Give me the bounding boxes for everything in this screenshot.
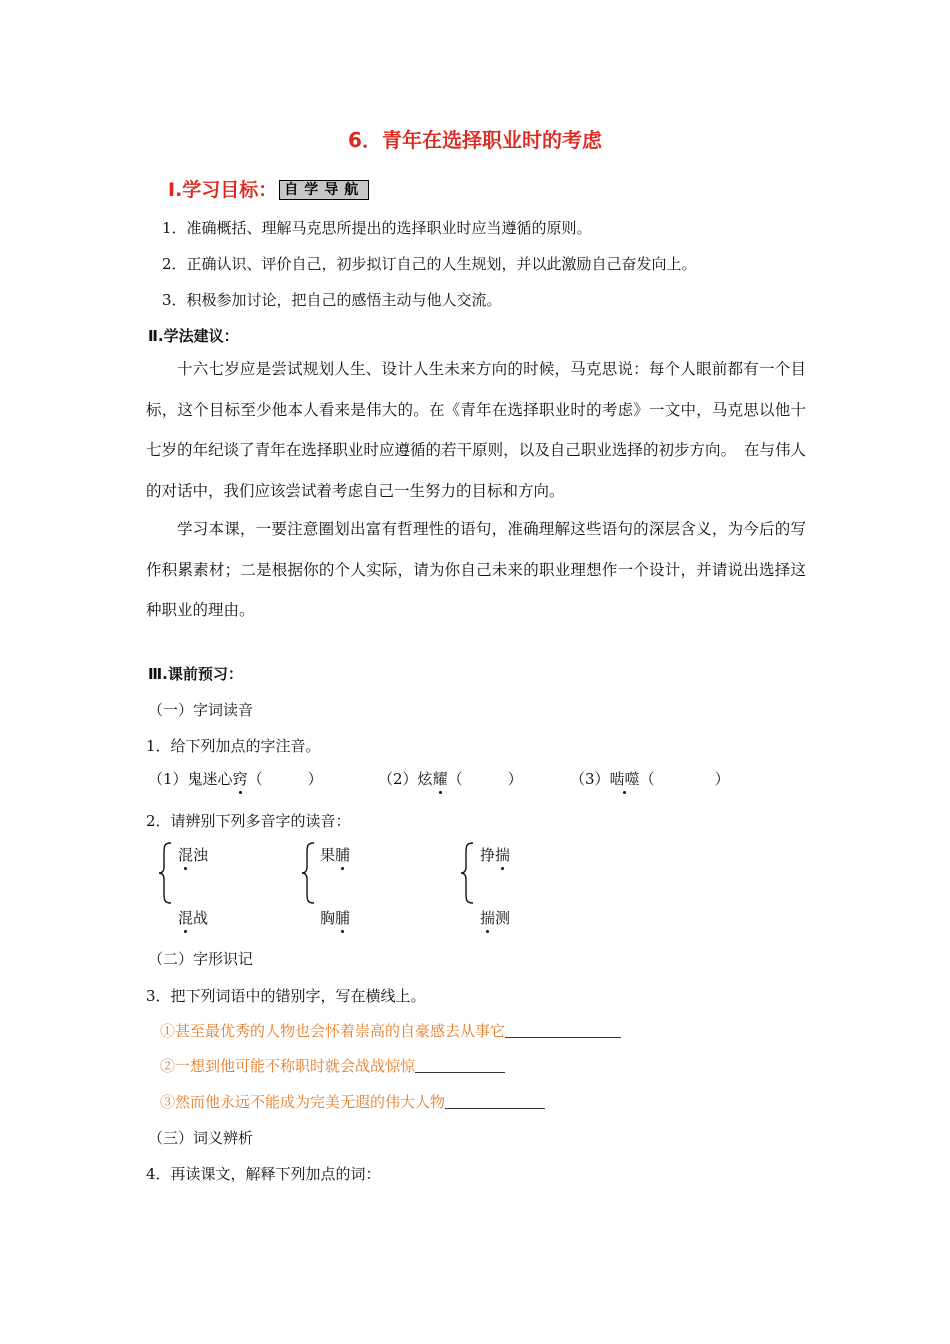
answer-blank[interactable]: [505, 1023, 621, 1038]
goal-item-2: 2．正确认识、评价自己，初步拟订自己的人生规划，并以此激励自己奋发向上。: [162, 255, 697, 273]
advice-paragraph-2: [146, 509, 806, 631]
brace-icon: [301, 842, 315, 904]
q2-group-3-bottom: 揣测: [480, 909, 511, 927]
brace-icon: [460, 842, 474, 904]
question-1-prompt: 1．给下列加点的字注音。: [146, 737, 321, 755]
part-word-meaning-heading: （三）词义辨析: [148, 1129, 254, 1147]
dotted-character: 啮噬: [609, 770, 640, 788]
section-learning-goals-label: Ⅰ.学习目标：: [168, 179, 278, 201]
answer-blank[interactable]: [445, 1094, 545, 1109]
part-pronunciation-heading: （一）字词读音: [148, 701, 254, 719]
self-study-badge: 自学导航: [279, 180, 369, 200]
q3-item-2: ②一想到他可能不称职时就会战战惊惊: [160, 1055, 505, 1076]
q2-group-2-top: 果脯: [320, 846, 351, 864]
dotted-character: 混: [178, 846, 194, 864]
section-preview-heading: Ⅲ.课前预习：: [148, 665, 243, 683]
advice-text-2: 学习本课，一要注意圈划出富有哲理性的语句，准确理解这些语句的深层含义，为今后的写作积累素材；二是根据你的个人实际，请为你自己未来的职业理想作一个设计，并请说出选择这种职业的理由。: [146, 520, 806, 619]
q2-group-1-bottom: 混战: [178, 909, 209, 927]
q1-item-2: （2）炫耀（ ）: [378, 770, 523, 788]
goal-item-3: 3．积极参加讨论，把自己的感悟主动与他人交流。: [162, 291, 502, 309]
dotted-character: 混: [178, 909, 194, 927]
q1-item-1: （1）鬼迷心窍（ ）: [148, 770, 323, 788]
dotted-character: 耀: [432, 770, 448, 788]
q3-item-3: ③然而他永远不能成为完美无遐的伟大人物: [160, 1091, 545, 1112]
dotted-character: 脯: [335, 846, 351, 864]
question-4-prompt: 4．再读课文，解释下列加点的词：: [146, 1165, 381, 1183]
section-method-heading: Ⅱ.学法建议：: [148, 327, 239, 345]
question-3-prompt: 3．把下列词语中的错别字，写在横线上。: [146, 987, 426, 1005]
q2-group-2-bottom: 胸脯: [320, 909, 351, 927]
question-2-prompt: 2．请辨别下列多音字的读音：: [146, 812, 351, 830]
dotted-character: 揣: [480, 909, 496, 927]
answer-blank[interactable]: [415, 1058, 505, 1073]
advice-paragraph-1: [146, 349, 806, 511]
q1-item-3: （3）啮噬（ ）: [570, 770, 730, 788]
section-learning-goals-heading: [168, 175, 369, 202]
q2-group-1-top: 混浊: [178, 846, 209, 864]
advice-text-1: 十六七岁应是尝试规划人生、设计人生未来方向的时候，马克思说：每个人眼前都有一个目标，这个目标至少他本人看来是伟大的。在《青年在选择职业时的考虑》一文中，马克思以他十七岁的年纪谈了青年在选择职业时应遵循的若干原则，以及自己职业选择的初步方向。 在与伟人的对话中，我们应该尝试着考虑自己一生努力的目标和方向。: [146, 360, 806, 500]
dotted-character: 窍: [232, 770, 248, 788]
q2-group-3-top: 挣揣: [480, 846, 511, 864]
q3-item-1: ①甚至最优秀的人物也会怀着崇高的自豪感去从事它: [160, 1020, 621, 1041]
page-title: 6．青年在选择职业时的考虑: [348, 128, 602, 152]
part-character-form-heading: （二）字形识记: [148, 950, 254, 968]
dotted-character: 脯: [335, 909, 351, 927]
dotted-character: 揣: [495, 846, 511, 864]
goal-item-1: 1．准确概括、理解马克思所提出的选择职业时应当遵循的原则。: [162, 219, 592, 237]
brace-icon: [158, 842, 172, 904]
